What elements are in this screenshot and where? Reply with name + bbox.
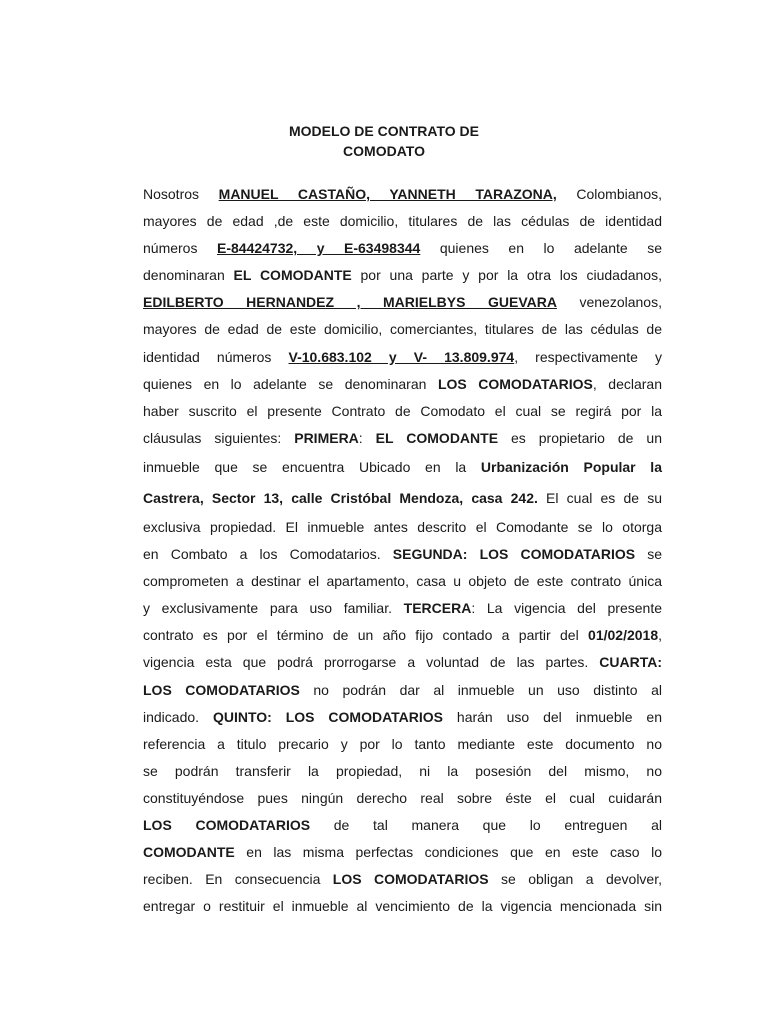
text-run: comprometen a destinar el apartamento, casa u objeto de este contrato única [143,573,662,590]
text-run: contrato es por el término de un año fijo contado a partir del [143,627,589,644]
bold-text: E-84424732, y E-63498344 [217,240,421,257]
text-run: haber suscrito el presente Contrato de Comodato el cual se regirá por la [143,402,662,419]
text-line [143,785,662,812]
bold-text: EL COMODANTE [375,429,499,446]
bold-text: EL COMODANTE [233,267,352,284]
text-line [143,289,662,316]
text-line [143,452,662,483]
text-line [143,316,662,343]
text-line [143,731,662,758]
text-line [143,208,662,235]
text-run: mayores de edad ,de este domicilio, titulares de las cédulas de identidad [143,213,662,230]
text-line [143,595,662,622]
text-run: no podrán dar al inmueble un uso distinto al [299,681,662,698]
text-run: en las misma perfectas condiciones que en este caso lo [234,844,662,861]
bold-text: V-10.683.102 y V- 13.809.974 [288,348,515,365]
text-run: se obligan a devolver, [488,871,662,888]
bold-text: MANUEL CASTAÑO, YANNETH TARAZONA, [218,186,557,202]
text-line [143,514,662,541]
bold-text: SEGUNDA: LOS COMODATARIOS [392,546,636,563]
text-line [143,425,662,452]
text-run: mayores de edad de este domicilio, comerciantes, titulares de las cédulas de [143,321,662,338]
text-run: entregar o restituir el inmueble al vencimiento de la vigencia mencionada sin [143,898,662,915]
bold-text: COMODANTE [143,844,235,861]
text-line [143,262,662,289]
text-line [143,677,662,704]
text-run: de tal manera que lo entreguen al [310,816,662,833]
bold-text: Castrera, Sector 13, calle Cristóbal Mendoza, casa 242. [143,489,538,506]
text-line [143,235,662,262]
bold-text: EDILBERTO HERNANDEZ , MARIELBYS GUEVARA [143,294,557,311]
text-run: : [358,429,376,446]
text-run: cláusulas siguientes: [143,429,295,446]
text-line [143,893,662,920]
text-run: en Combato a los Comodatarios. [143,546,393,563]
text-run: reciben. En consecuencia [143,871,333,888]
text-run: exclusiva propiedad. El inmueble antes descrito el Comodante se lo otorga [143,518,662,535]
text-run: referencia a titulo precario y por lo tanto mediante este documento no [143,735,662,752]
bold-text: 01/02/2018 [588,627,659,644]
text-run: indicado. [143,708,213,725]
contract-body [143,181,662,920]
text-run: identidad números [143,348,289,365]
text-run: se [635,546,662,563]
document-title-line-1: MODELO DE CONTRATO DE [288,123,480,139]
text-line [143,812,662,839]
text-run: harán uso del inmueble en [443,708,662,725]
document-title-line-2: COMODATO [343,143,425,159]
bold-text: CUARTA: [599,654,662,671]
text-run: , declaran [592,375,662,392]
text-line [143,398,662,425]
text-run: denominaran [143,267,234,284]
text-line [143,344,662,371]
bold-text: TERCERA [403,600,472,617]
text-run: es propietario de un [498,429,662,446]
text-run: por una parte y por la otra los ciudadanos, [351,267,662,284]
text-run: se podrán transferir la propiedad, ni la posesión del mismo, no [143,762,662,779]
text-line [143,839,662,866]
bold-text: Urbanización Popular la [480,458,662,475]
text-line [143,181,662,208]
text-line [143,758,662,785]
text-run: quienes en lo adelante se [420,240,662,257]
text-run: inmueble que se encuentra Ubicado en la [143,458,481,475]
text-line [143,704,662,731]
text-line [143,649,662,676]
text-run: y exclusivamente para uso familiar. [143,600,404,617]
text-run: venezolanos, [556,294,662,311]
text-run: quienes en lo adelante se denominaran [143,375,438,392]
text-line [143,371,662,398]
bold-text: LOS COMODATARIOS [143,816,311,833]
text-run: El cual es de su [537,489,662,506]
text-run: vigencia esta que podrá prorrogarse a voluntad de las partes. [143,654,600,671]
text-run: números [143,240,217,257]
text-line [143,541,662,568]
bold-text: LOS COMODATARIOS [437,375,593,392]
text-run: Colombianos, [556,186,662,202]
bold-text: QUINTO: LOS COMODATARIOS [212,708,443,725]
text-line [143,622,662,649]
text-line [143,568,662,595]
text-line [143,483,662,514]
bold-text: LOS COMODATARIOS [143,681,300,698]
text-run: Nosotros [143,186,219,202]
text-run: , respectivamente y [514,348,662,365]
text-line [143,866,662,893]
text-run: , [658,627,662,644]
bold-text: PRIMERA [294,429,359,446]
bold-text: LOS COMODATARIOS [332,871,489,888]
text-run: : La vigencia del presente [471,600,662,617]
text-run: constituyéndose pues ningún derecho real sobre éste el cual cuidarán [143,789,662,806]
